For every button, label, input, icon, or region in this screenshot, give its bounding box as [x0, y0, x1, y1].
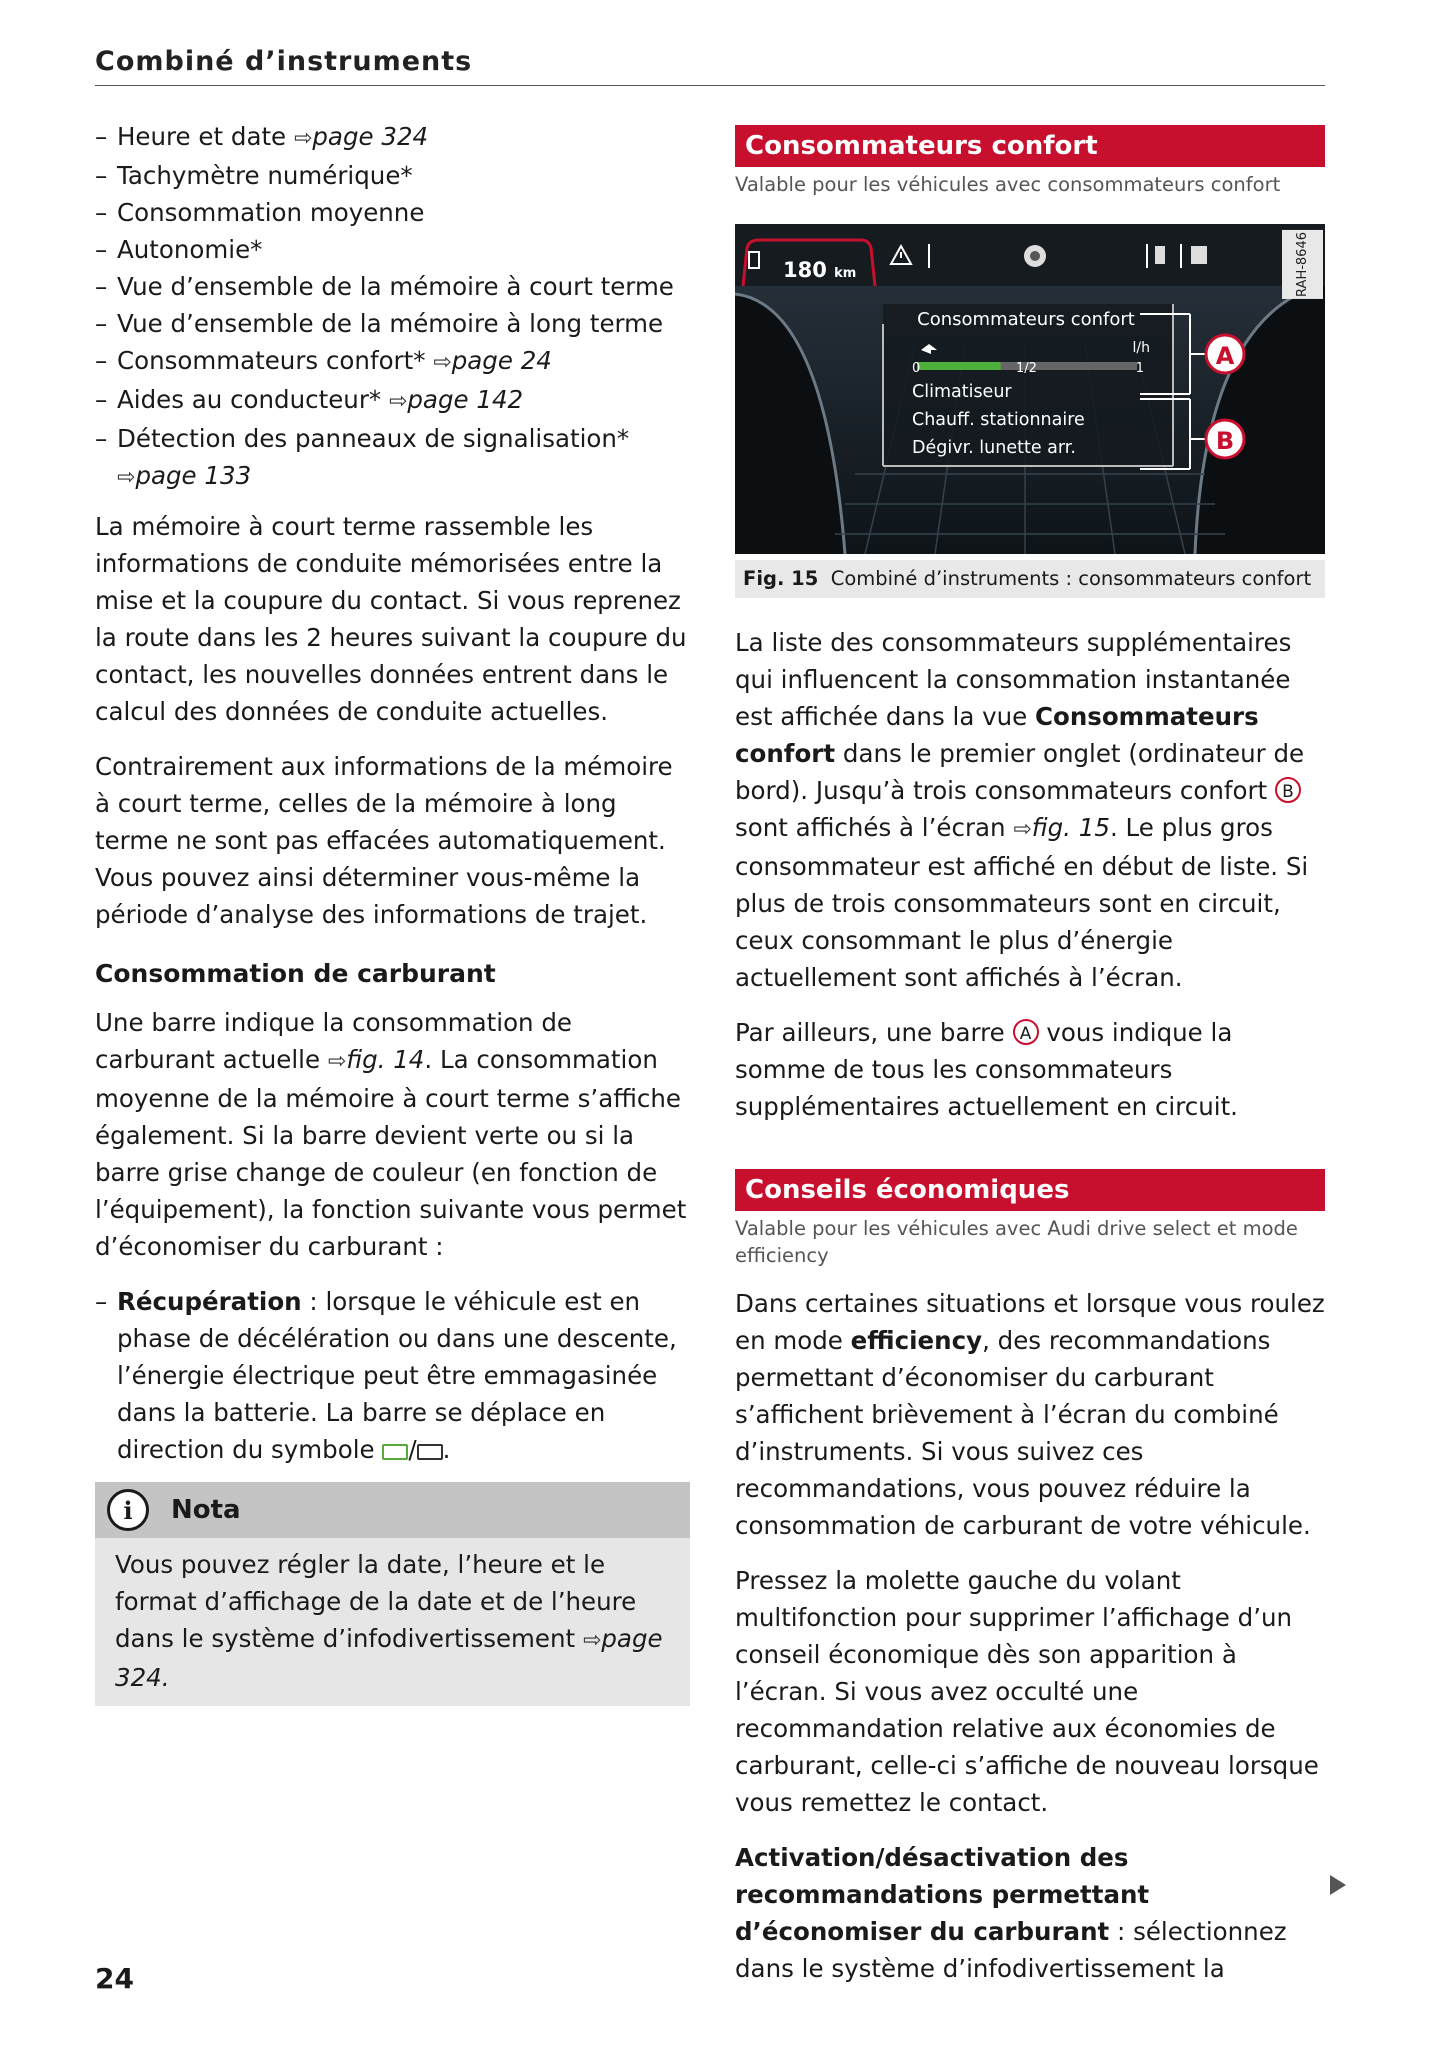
list-item: – Vue d’ensemble de la mémoire à long terme [95, 309, 664, 338]
consumer-item: Climatiseur [912, 382, 1012, 402]
consumer-item: Dégivr. lunette arr. [912, 438, 1076, 458]
scale-tick: 0 [912, 361, 921, 376]
arrow-ref-icon: ⇨ [388, 389, 408, 414]
paragraph-sum-bar: Par ailleurs, une barre A vous indique la somme de tous les consommateurs supplémentaires actuellement en circuit. [735, 1018, 1238, 1121]
recuperation-list [95, 1283, 690, 1468]
callout-b: B [1215, 427, 1235, 455]
page-link[interactable]: page 133 [135, 461, 252, 490]
panel-bar-row [892, 334, 1160, 360]
paragraph-comfort-list: La liste des consommateurs supplémentaires qui influencent la consommation instantanée est affichée dans la vue Consommateurs confort dans le premier onglet (ordinateur de bord). Jusqu’à trois consommateurs confort B sont affichés à l’écran ⇨fig. 15. Le plus gros consommateur est affiché en début de liste. Si plus de trois consommateurs sont en circuit, ceux consommant le plus d’énergie actuellement sont affichés à l’écran. [735, 628, 1309, 992]
applicability-note: Valable pour les véhicules avec Audi drive select et mode efficiency [735, 1217, 1298, 1267]
nota-header [95, 1482, 690, 1538]
page-header [95, 46, 1325, 86]
scale-tick: 1/2 [1016, 361, 1037, 376]
figure-15 [735, 224, 1325, 598]
list-item: – Détection des panneaux de signalisation* ⇨page 133 [95, 424, 630, 490]
arrow-ref-icon: ⇨ [327, 1049, 347, 1074]
arrow-ref-icon: ⇨ [117, 465, 136, 490]
arrow-ref-icon: ⇨ [1013, 817, 1032, 842]
subheading-fuel-consumption: Consommation de carburant [95, 959, 496, 988]
paragraph-fuel-bar: Une barre indique la consommation de carburant actuelle ⇨fig. 14. La consommation moyenne de la mémoire à court terme s’affiche également. Si la barre devient verte ou si la barre grise change de couleur (en fonction de l’équipement), la fonction suivante vous permet d’économiser du carburant : [95, 1008, 687, 1261]
unit-label: l/h [1132, 340, 1150, 356]
figure-code: RAH-8646 [1282, 230, 1323, 299]
info-icon: i [107, 1489, 149, 1531]
instrument-cluster-image [735, 224, 1325, 554]
scale-row [892, 360, 1160, 378]
section-title-eco-tips: Conseils économiques [735, 1169, 1325, 1211]
page-header-title: Combiné d’instruments [95, 46, 473, 77]
page-link[interactable]: page 142 [407, 385, 524, 414]
battery-icon [417, 1444, 443, 1460]
page-link[interactable]: page 24 [451, 346, 552, 375]
arrow-ref-icon: ⇨ [433, 350, 452, 375]
figure-caption: Fig. 15 Combiné d’instruments : consommateurs confort [735, 560, 1325, 598]
nota-box [95, 1482, 690, 1706]
callout-b-inline: B [1275, 777, 1301, 803]
nota-text: Vous pouvez régler la date, l’heure et le format d’affichage de la date et de l’heure dans le système d’infodivertissement ⇨page 324. [115, 1550, 663, 1692]
battery-green-icon [382, 1444, 408, 1460]
callout-a: A [1215, 342, 1235, 370]
figure-link[interactable]: fig. 15 [1031, 813, 1110, 842]
section-title-comfort-consumers: Consommateurs confort [735, 125, 1325, 167]
arrow-ref-icon: ⇨ [582, 1628, 602, 1653]
left-column [95, 118, 690, 1706]
paragraph-eco-recommendations: Dans certaines situations et lorsque vous roulez en mode efficiency, des recommandations permettant d’économiser du carburant s’affichent brièvement à l’écran du combiné d’instruments. Si vous suivez ces recommandations, vous pouvez réduire la consommation de carburant de votre véhicule. [735, 1289, 1325, 1540]
list-item: – Consommateurs confort* ⇨page 24 [95, 346, 552, 375]
page-link[interactable]: page 324. [115, 1624, 663, 1692]
callout-a-inline: A [1013, 1019, 1039, 1045]
paragraph-dismiss-tip: Pressez la molette gauche du volant multifonction pour supprimer l’affichage d’un conseil économique dès son apparition à l’écran. Si vous avez occulté une recommandation relative aux économies de carburant, celle-ci s’affiche de nouveau lorsque vous remettez le contact. [735, 1566, 1319, 1817]
page-link[interactable]: page 324 [312, 122, 429, 151]
panel-title: Consommateurs confort [917, 309, 1135, 330]
list-item: – Vue d’ensemble de la mémoire à court terme [95, 272, 674, 301]
scale-tick: 1 [1135, 361, 1144, 376]
list-item: – Tachymètre numérique* [95, 161, 413, 190]
consumer-list [892, 378, 1160, 462]
list-item: – Récupération : lorsque le véhicule est en phase de décélération ou dans une descente, l’énergie électrique peut être emmagasinée dans la batterie. La barre se déplace en direction du symbole / . [95, 1287, 677, 1464]
paragraph-activation: Activation/désactivation des recommandations permettant d’économiser du carburant : sélectionnez dans le système d’infodivertissement la [735, 1843, 1287, 1983]
page-number: 24 [95, 1962, 134, 1995]
paragraph-short-term-memory: La mémoire à court terme rassemble les informations de conduite mémorisées entre la mise et la coupure du contact. Si vous reprenez la route dans les 2 heures suivant la coupure du contact, les nouvelles données entrent dans le calcul des données de conduite actuelles. [95, 512, 687, 726]
arrow-ref-icon: ⇨ [293, 126, 313, 151]
comfort-consumers-panel [892, 306, 1160, 458]
right-column [735, 125, 1325, 2005]
feature-list [95, 118, 690, 496]
list-item: – Aides au conducteur* ⇨page 142 [95, 385, 524, 414]
list-item: – Heure et date ⇨page 324 [95, 122, 429, 151]
paragraph-long-term-memory: Contrairement aux informations de la mémoire à court terme, celles de la mémoire à long terme ne sont pas effacées automatiquement. Vous pouvez ainsi déterminer vous-même la période d’analyse des informations de trajet. [95, 752, 673, 929]
range-readout: 180 km [783, 258, 857, 282]
applicability-note: Valable pour les véhicules avec consommateurs confort [735, 173, 1281, 196]
continue-arrow-icon [1330, 1875, 1346, 1895]
nota-title: Nota [171, 1494, 241, 1525]
consumer-item: Chauff. stationnaire [912, 410, 1085, 430]
list-item: – Autonomie* [95, 235, 263, 264]
list-item: – Consommation moyenne [95, 198, 425, 227]
figure-link[interactable]: fig. 14 [346, 1045, 425, 1074]
